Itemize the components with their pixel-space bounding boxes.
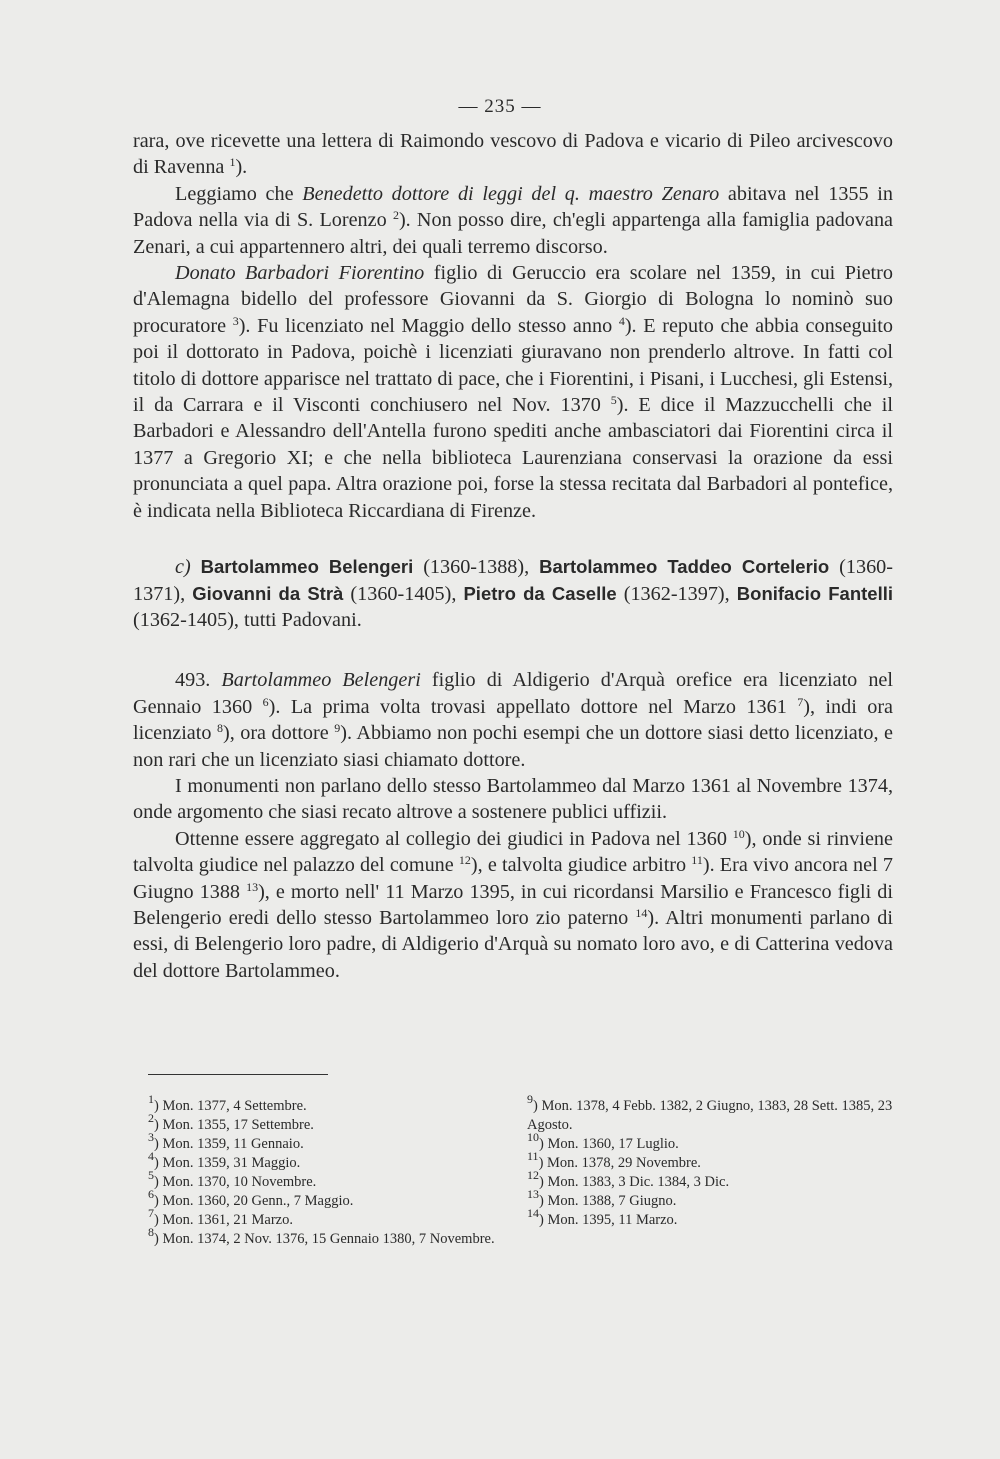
text-run: ). E reputo che abbia conseguito poi il dottorato in Padova, poichè i licenziati giuravano non prenderlo altrove. In fatti col titolo di dottore apparisce nel trattato di pace, che i Fiorentini, i Pisani, i Lucchesi, gli Estensi, il da Carrara e il Visconti conchiusero nel Nov. 1370 — [133, 314, 893, 417]
text-run: abitava nel 1355 in Padova nella via di S. Lorenzo — [133, 182, 894, 232]
footnote-ref: 4 — [618, 313, 625, 328]
footnote-text: Mon. 1388, 7 Giugno. — [547, 1193, 677, 1209]
footnote-text: Mon. 1378, 29 Novembre. — [547, 1155, 701, 1171]
footnote-ref: 14 — [635, 905, 648, 920]
footnote-number: 12 — [527, 1168, 539, 1182]
italic-name: Donato Barbadori Fiorentino — [175, 262, 425, 285]
section-letter: c) — [175, 556, 191, 579]
footnote-paren: ) — [154, 1155, 163, 1171]
text-run: ). E dice il Mazzucchelli che il Barbadori e Alessandro dell'Antella furono spediti anche ambasciatori dai Fiorentini circa il 1377 a Gregorio XI; e che nella biblioteca Laurenziana conservasi la orazione da essi pronunciata a quel papa. Altra orazione poi, forse la stessa recitata dal Barbadori al pontefice, è indicata nella Biblioteca Riccardiana di Firenze. — [133, 394, 893, 522]
page-number: — 235 — — [458, 96, 542, 117]
footnote-ref: 2 — [392, 208, 399, 223]
footnote-paren: ) — [533, 1098, 542, 1114]
text-run: ), e morto nell' 11 Marzo 1395, in cui ricordansi Marsilio e Francesco figli di Belengerio eredi dello stesso Bartolammeo loro zio paterno — [133, 880, 894, 929]
text-run: ), ora dottore — [222, 722, 335, 745]
footnote-paren: ) — [539, 1174, 548, 1190]
footnote-4 — [148, 1149, 508, 1173]
text-run: (1360-1371), — [133, 556, 893, 605]
footnote-text: Mon. 1361, 21 Marzo. — [162, 1212, 293, 1228]
text-run: Leggiamo che — [175, 182, 303, 205]
footnote-number: 3 — [148, 1130, 154, 1144]
footnote-paren: ) — [154, 1174, 163, 1190]
footnote-14 — [527, 1206, 897, 1230]
text-run: (1362-1405), tutti Padovani. — [133, 608, 362, 631]
footnote-9 — [527, 1092, 897, 1135]
footnotes-right-column — [527, 1092, 897, 1230]
footnote-text: Mon. 1359, 31 Maggio. — [162, 1155, 301, 1171]
footnote-paren: ) — [154, 1231, 163, 1247]
footnote-paren: ) — [154, 1117, 163, 1133]
footnote-text: Mon. 1383, 3 Dic. 1384, 3 Dic. — [547, 1174, 730, 1190]
main-text — [133, 128, 893, 984]
text-run: I monumenti non parlano dello stesso Bartolammeo dal Marzo 1361 al Novembre 1374, onde argomento che siasi recato altrove a sostenere publici uffizii. — [133, 774, 893, 824]
footnote-number: 11 — [527, 1149, 539, 1163]
footnote-number: 2 — [148, 1111, 154, 1125]
footnote-8 — [148, 1225, 508, 1249]
text-run: ), indi ora licenziato — [133, 695, 894, 745]
text-run: 493. — [175, 669, 222, 692]
footnote-ref: 7 — [797, 694, 804, 709]
footnote-ref: 1 — [229, 155, 236, 170]
text-run: figlio di Aldigerio d'Arquà orefice era licenziato nel Gennaio 1360 — [133, 669, 893, 718]
footnote-text: Mon. 1374, 2 Nov. 1376, 15 Gennaio 1380, 7 Novembre. — [162, 1231, 495, 1247]
footnote-3 — [148, 1130, 508, 1154]
paragraph-p2 — [133, 181, 893, 260]
paragraph-p3 — [133, 260, 893, 524]
paragraph-p1 — [133, 128, 893, 181]
footnote-number: 14 — [527, 1206, 539, 1220]
footnote-7 — [148, 1206, 508, 1230]
footnote-paren: ) — [539, 1136, 548, 1152]
paragraph-p4 — [133, 554, 893, 633]
footnotes-left-column — [148, 1092, 508, 1249]
text-run: ), e talvolta giudice arbitro — [470, 854, 692, 877]
footnote-text: Mon. 1360, 17 Luglio. — [547, 1136, 679, 1152]
paragraph-p7 — [133, 826, 893, 984]
text-run: figlio di Geruccio era scolare nel 1359, in cui Pietro d'Alemagna bidello del professore Giovanni da S. Giorgio di Bologna lo nominò suo procuratore — [133, 262, 893, 337]
text-run: rara, ove ricevette una lettera di Raimondo vescovo di Padova e vicario di Pileo arcivescovo di Ravenna — [133, 130, 893, 179]
footnote-number: 7 — [148, 1206, 154, 1220]
footnote-paren: ) — [539, 1193, 548, 1209]
section-name: Bartolammeo Taddeo Cortelerio — [539, 556, 830, 578]
text-run — [191, 556, 201, 578]
footnote-ref: 5 — [610, 393, 617, 408]
footnote-text: Mon. 1359, 11 Gennaio. — [162, 1136, 304, 1152]
footnote-11 — [527, 1149, 897, 1173]
footnote-6 — [148, 1187, 508, 1211]
footnote-ref: 11 — [691, 853, 703, 868]
text-run: (1362-1397), — [616, 582, 737, 605]
section-name: Bonifacio Fantelli — [736, 582, 893, 604]
footnote-text: Mon. 1378, 4 Febb. 1382, 2 Giugno, 1383, 28 Sett. 1385, 23 Agosto. — [527, 1098, 893, 1133]
footnote-12 — [527, 1168, 897, 1192]
footnote-ref: 10 — [732, 826, 745, 841]
footnote-ref: 9 — [334, 721, 341, 736]
footnote-number: 6 — [148, 1187, 154, 1201]
footnote-number: 10 — [527, 1130, 539, 1144]
footnote-text: Mon. 1395, 11 Marzo. — [547, 1212, 678, 1228]
footnote-paren: ) — [154, 1098, 163, 1114]
footnote-2 — [148, 1111, 508, 1135]
footnote-paren: ) — [538, 1155, 548, 1171]
footnote-number: 9 — [527, 1092, 533, 1106]
footnote-text: Mon. 1360, 20 Genn., 7 Maggio. — [162, 1193, 354, 1209]
footnote-number: 13 — [527, 1187, 539, 1201]
text-run: ). La prima volta trovasi appellato dottore nel Marzo 1361 — [268, 695, 798, 718]
footnote-number: 5 — [148, 1168, 154, 1182]
text-run: ). Fu licenziato nel Maggio dello stesso anno — [238, 314, 619, 337]
footnote-paren: ) — [539, 1212, 548, 1228]
text-run: ), onde si rinviene talvolta giudice nel palazzo del comune — [133, 827, 893, 877]
text-run: ). — [235, 156, 248, 179]
text-run: ). Altri monumenti parlano di essi, di Belengerio loro padre, di Aldigerio d'Arquà su nomato loro avo, e di Catterina vedova del dottore Bartolammeo. — [133, 906, 893, 982]
footnote-paren: ) — [154, 1212, 163, 1228]
text-run: (1360-1388), — [413, 556, 540, 579]
text-run: Ottenne essere aggregato al collegio dei giudici in Padova nel 1360 — [175, 827, 733, 850]
footnote-paren: ) — [154, 1193, 163, 1209]
footnote-1 — [148, 1092, 508, 1116]
paragraph-p5 — [133, 667, 893, 773]
footnote-ref: 6 — [262, 694, 269, 709]
footnote-paren: ) — [154, 1136, 163, 1152]
footnote-ref: 3 — [232, 313, 239, 328]
text-run: ). Era vivo ancora nel 7 Giugno 1388 — [133, 854, 893, 903]
footnote-text: Mon. 1355, 17 Settembre. — [162, 1117, 314, 1133]
footnote-5 — [148, 1168, 508, 1192]
paragraph-p6 — [133, 773, 893, 826]
footnote-number: 8 — [148, 1225, 154, 1239]
footnote-13 — [527, 1187, 897, 1211]
footnote-rule — [148, 1074, 328, 1075]
footnote-text: Mon. 1377, 4 Settembre. — [162, 1098, 307, 1114]
footnote-text: Mon. 1370, 10 Novembre. — [162, 1174, 317, 1190]
footnote-ref: 13 — [246, 879, 259, 894]
section-name: Pietro da Caselle — [463, 582, 617, 604]
footnote-number: 1 — [148, 1092, 154, 1106]
italic-name: Bartolammeo Belengeri — [221, 669, 421, 692]
text-run: ). Abbiamo non pochi esempi che un dottore siasi detto licenziato, e non rari che un licenziato siasi chiamato dottore. — [133, 722, 893, 771]
section-name: Giovanni da Strà — [192, 582, 344, 604]
text-run: ). Non posso dire, ch'egli appartenga alla famiglia padovana Zenari, a cui appartennero altri, dei quali terremo discorso. — [133, 209, 893, 258]
footnote-10 — [527, 1130, 897, 1154]
text-run: (1360-1405), — [343, 582, 464, 605]
footnote-ref: 8 — [216, 721, 223, 736]
footnote-ref: 12 — [458, 853, 471, 868]
italic-name: Benedetto dottore di leggi del q. maestro Zenaro — [302, 182, 720, 205]
section-name: Bartolammeo Belengeri — [200, 556, 414, 578]
footnote-number: 4 — [148, 1149, 154, 1163]
